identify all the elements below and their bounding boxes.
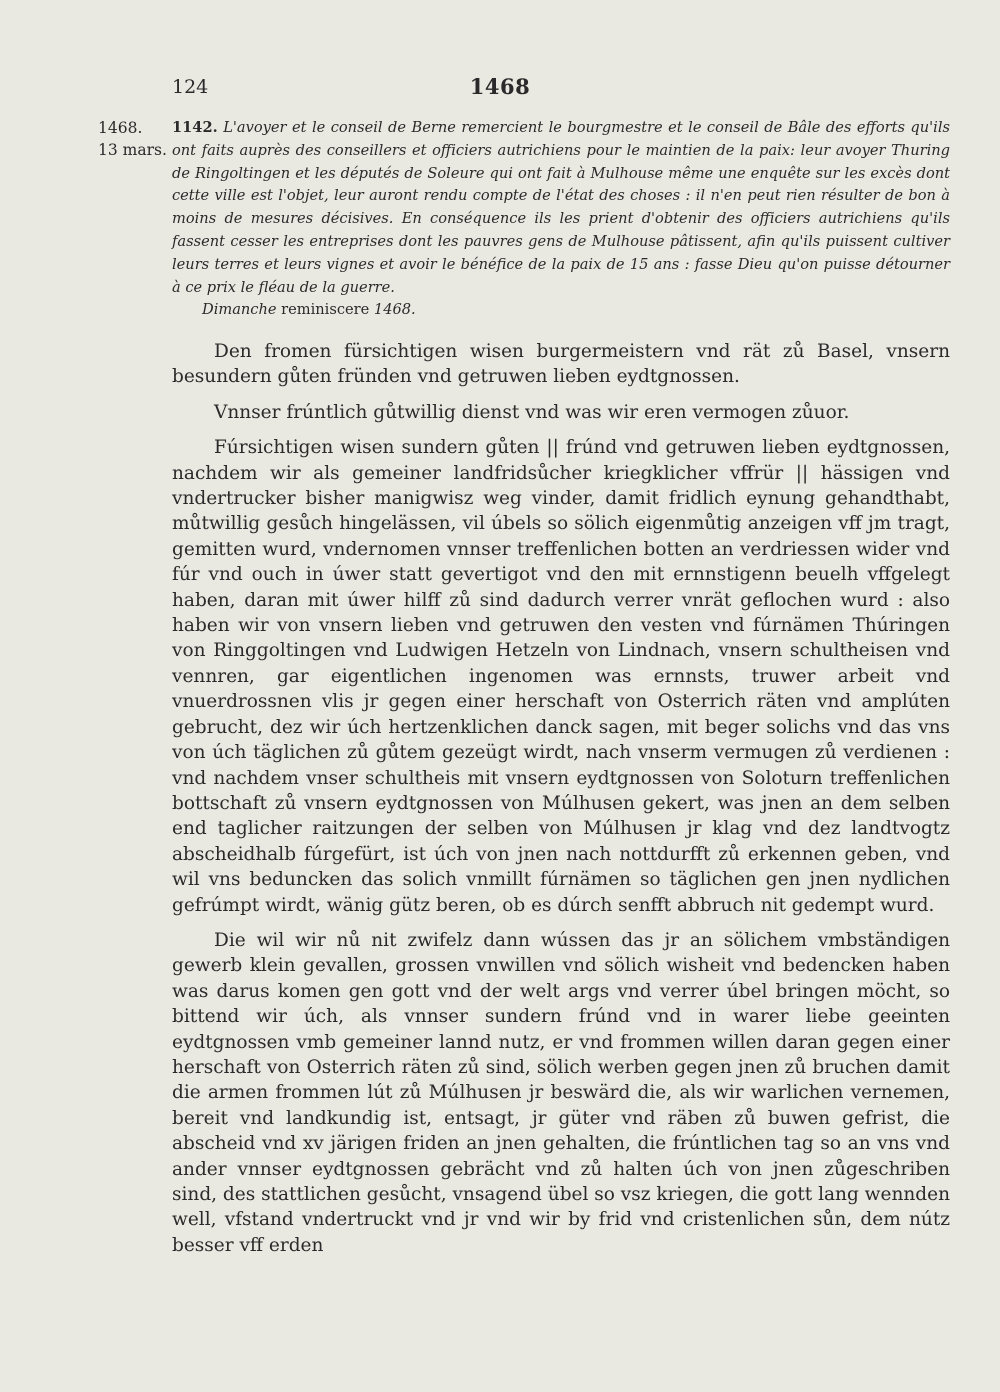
entry-summary-block [172,117,950,322]
entry-date-line [172,299,950,322]
margin-year: 1468. [98,119,143,137]
letter-paragraph-2: Die wil wir nů nit zwifelz dann wússen das jr an sölichem vmbständigen gewerb klein gevallen, grossen vnwillen vnd sölich wisheit vnd bedencken haben was darus komen gen gott vnd der welt args vnd verrer úbel bringen möcht, so bittend wir úch, als vnnser sundern frúnd vnd in warer liebe geeinten eydtgnossen vmb gemeiner lannd nutz, er vnd frommen willen daran gegen einer herschaft von Osterrich räten zů sind, sölich werben gegen jnen zů bruchen damit die armen frommen lút zů Múlhusen jr beswärd die, als wir warlichen vernemen, bereit vnd landkundig ist, entsagt, jr güter vnd räben zů buwen gefrist, die abscheid vnd xv järigen friden an jnen gehalten, die frúntlichen tag so an vns vnd ander vnnser eydtgnossen gebrächt vnd zů halten úch von jnen zůgeschriben sind, des stattlichen gesůcht, vnsagend übel so vsz kriegen, die gott lang wennden well, vfstand vndertruckt vnd jr vnd wir by frid vnd cristenlichen sůn, dem nútz besser vff erden [172,929,950,1256]
date-day: Dimanche [202,301,277,319]
date-feast: reminiscere [281,301,370,319]
running-head-year: 1468 [469,74,531,99]
margin-date: 13 mars. [98,141,167,159]
entry-summary [172,117,950,299]
letter-address: Den fromen fürsichtigen wisen burgermeistern vnd rät zů Basel, vnsern besundern gůten fründen vnd getruwen lieben eydtgnossen. [172,341,950,388]
letter-text [172,339,950,1258]
page-number: 124 [172,76,209,98]
letter-paragraph-1: Fúrsichtigen wisen sundern gůten || frúnd vnd getruwen lieben eydtgnossen, nachdem wir als gemeiner landfridsůcher kriegklicher vffrür || hässigen vnd vndertrucker bisher manigwisz weg vinder, damit fridlich eynung gehandthabt, můtwillig gesůch hingelässen, vil úbels so sölich eigenmůtig anzeigen vff jm tragt, gemitten wurd, vndernomen vnnser treffenlichen botten an verdriessen wider vnd fúr vnd ouch in úwer statt gevertigot vnd den mit ernnstigenn beuelh vffgelegt haben, daran mit úwer hilff zů sind dadurch verrer vnrät geflochen wurd : also haben wir von vnsern lieben vnd getruwen den vesten vnd fúrnämen Thúringen von Ringgoltingen vnd Ludwigen Hetzeln von Lindnach, vnsern schultheisen vnd vennren, gar eigentlichen ingenomen was ernnsts, truwer arbeit vnd vnuerdrossnen vlis jr gegen einer herschaft von Osterrich räten vnd amplúten gebrucht, dez wir úch hertzenklichen danck sagen, mit beger solichs vnd das vns von úch täglichen zů gůtem gezeügt wirdt, nach vnserm vermugen zů verdienen : vnd nachdem vnser schultheis mit vnsern eydtgnossen von Soloturn treffenlichen bottschaft zů vnsern eydtgnossen von Múlhusen gekert, was jnen an dem selben end taglicher raitzungen der selben von Múlhusen jr klag vnd dez landtvogtz abscheidhalb fúrgefürt, ist úch von jnen nach nottdurfft zů erkennen geben, vnd wil vns beduncken das solich vnmillt fúrnämen so täglichen gen jnen nydlichen gefrúmpt wirdt, wänig gütz beren, ob es dúrch senfft abbruch nit gedempt wurd. [172,437,950,916]
entry-number: 1142. [172,119,218,136]
letter-greeting: Vnnser frúntlich gůtwillig dienst vnd was wir eren vermogen zůuor. [214,401,850,423]
date-year: 1468. [373,301,416,319]
summary-text: L'avoyer et le conseil de Berne remercient le bourgmestre et le conseil de Bâle des efforts qu'ils ont faits auprès des conseillers et officiers autrichiens pour le maintien de la paix: leur avoyer Thuring de Ringoltingen et les députés de Soleure qui ont fait à Mulhouse même une enquête sur les excès dont cette ville est l'objet, leur auront rendu compte de l'état des choses : il n'en peut rien résulter de bon à moins de mesures décisives. En conséquence ils les prient d'obtenir des officiers autrichiens qu'ils fassent cesser les entreprises dont les pauvres gens de Mulhouse pâtissent, afin qu'ils puissent cultiver leurs terres et leurs vignes et avoir le bénéfice de la paix de 15 ans : fasse Dieu qu'on puisse détourner à ce prix le fléau de la guerre. [172,119,950,296]
